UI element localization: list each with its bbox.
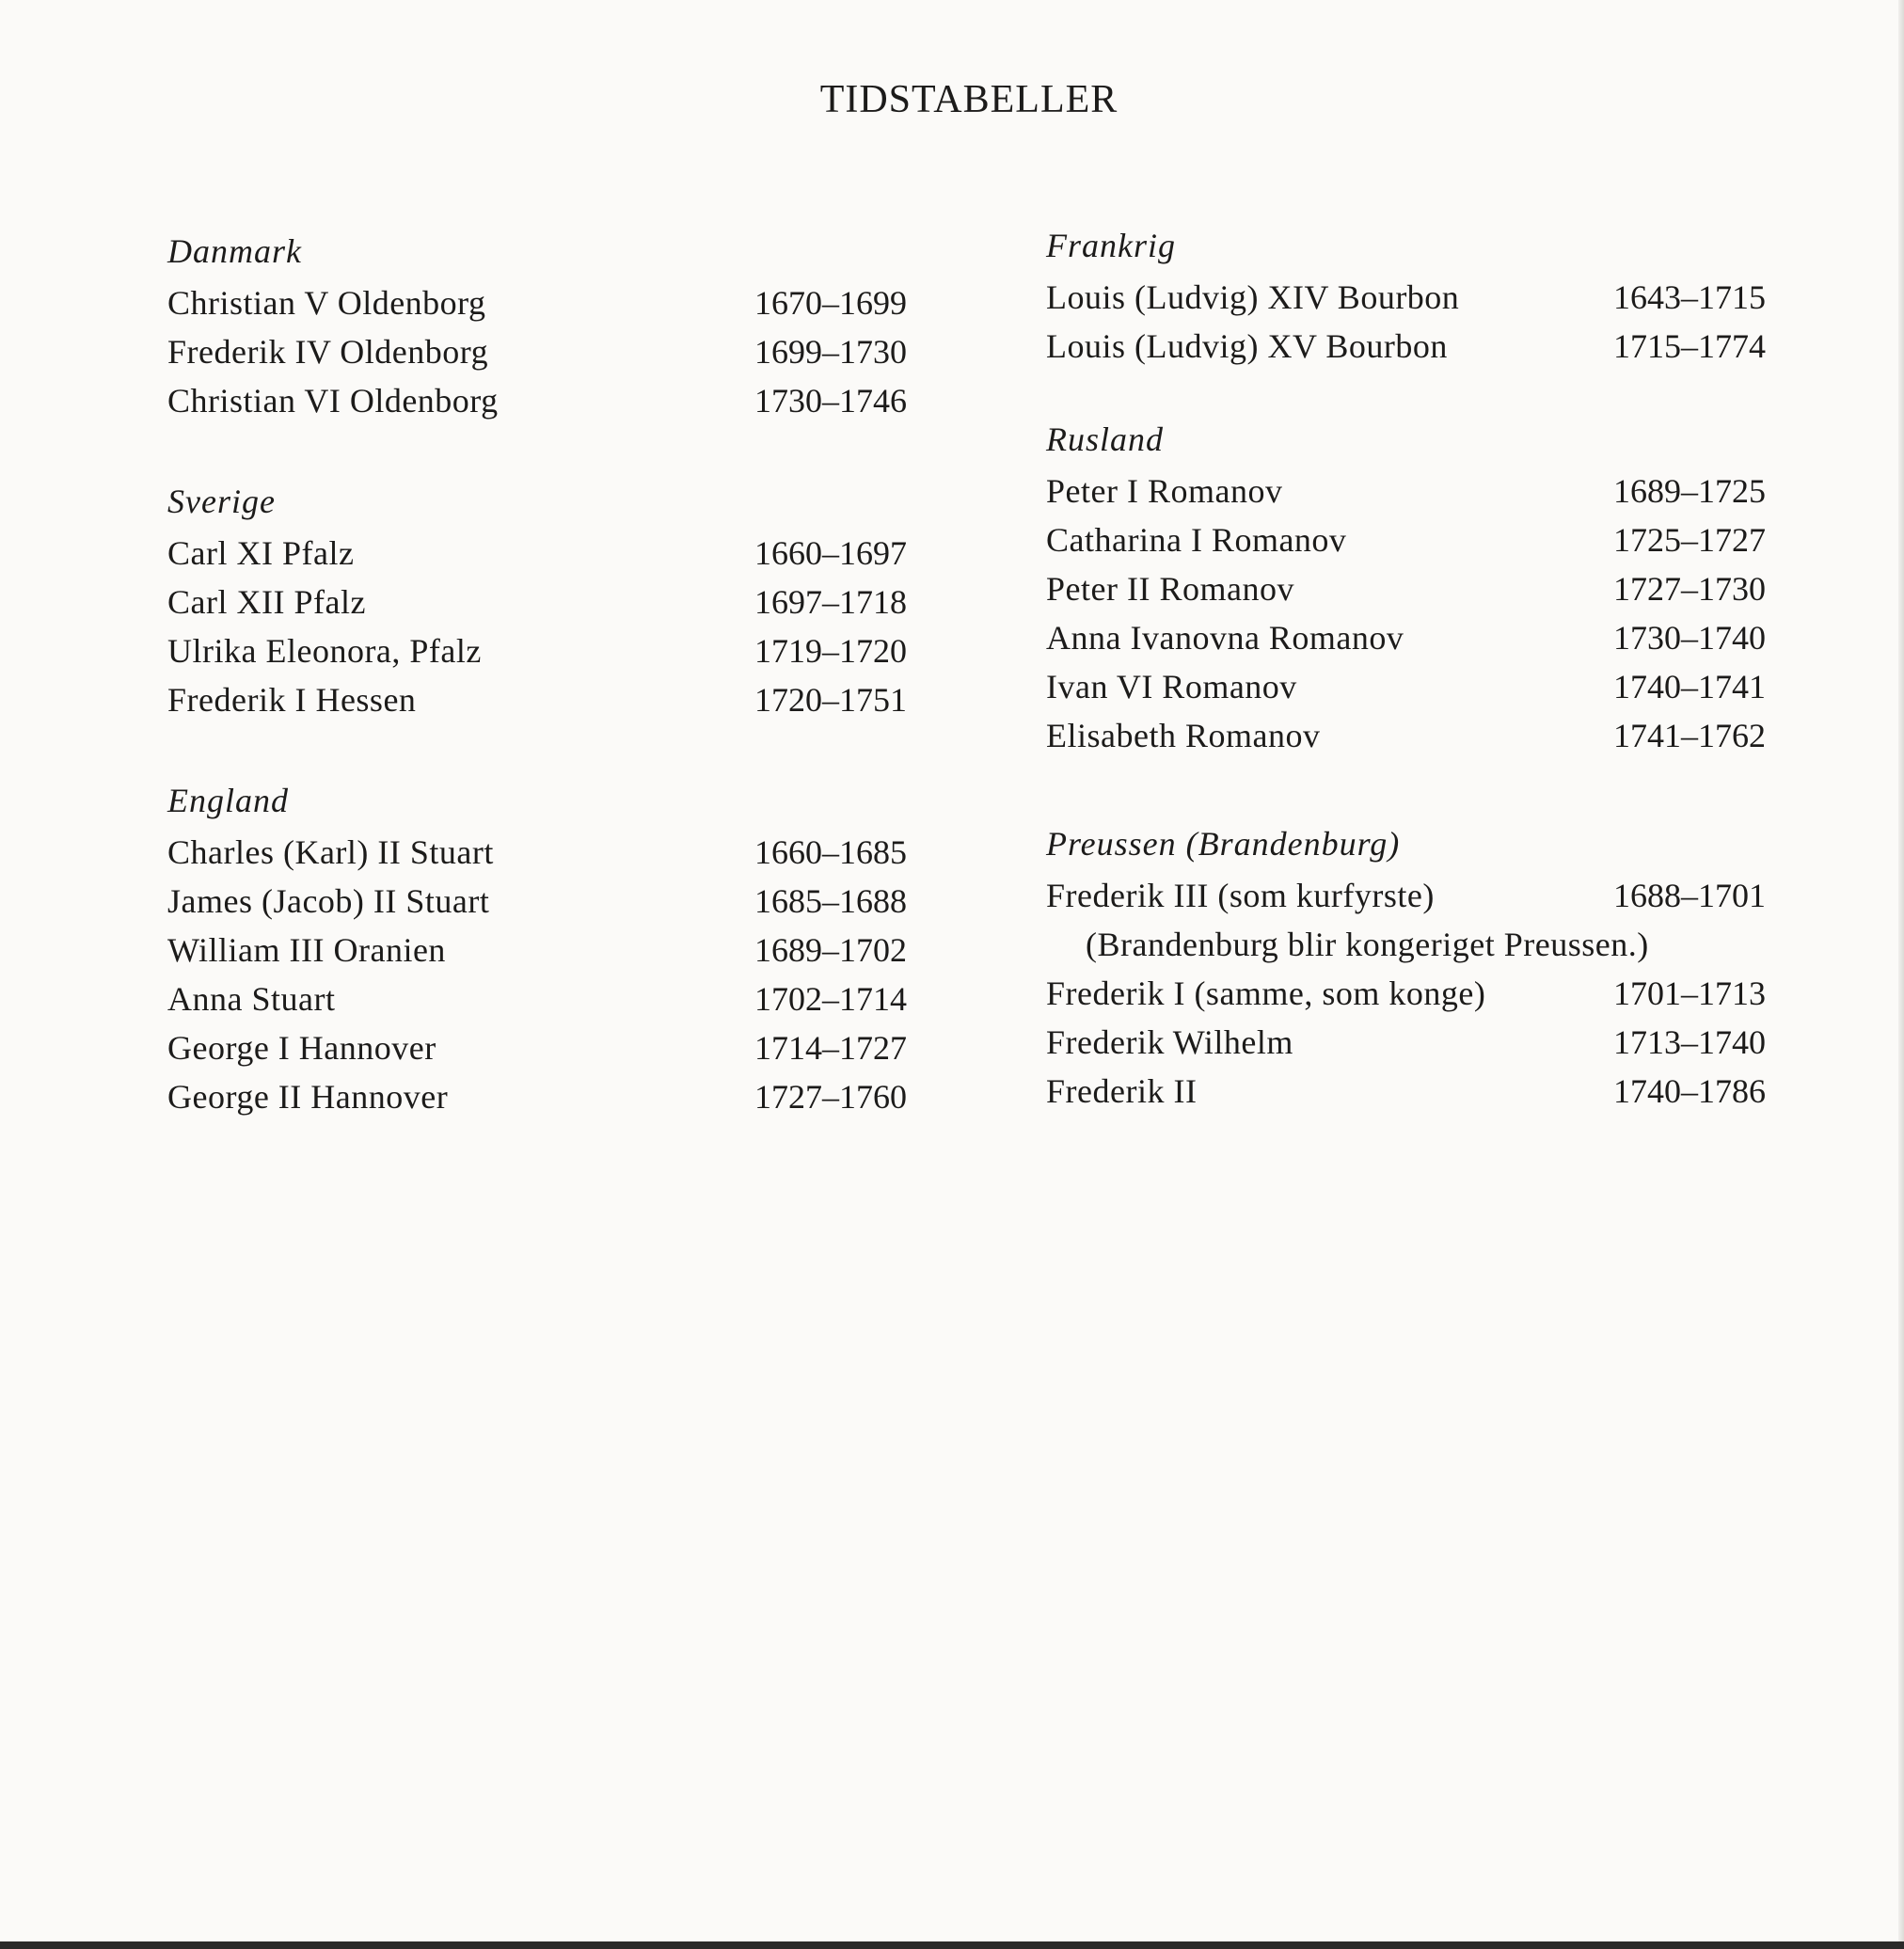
section-rusland: [1046, 412, 1789, 760]
ruler-name: Carl XI Pfalz: [167, 534, 355, 572]
reign-years: 1715–1774: [1613, 327, 1766, 365]
ruler-name: Frederik I Hessen: [167, 681, 417, 719]
table-row: [1046, 613, 1789, 662]
reign-years: 1670–1699: [754, 284, 907, 322]
reign-years: 1714–1727: [754, 1029, 907, 1067]
table-row: [167, 578, 939, 626]
reign-years: 1730–1746: [754, 382, 907, 420]
ruler-name: Frederik II: [1046, 1072, 1198, 1110]
page-title: TIDSTABELLER: [819, 78, 1119, 121]
table-row: [167, 1072, 939, 1121]
table-row: [167, 1023, 939, 1072]
reign-years: 1740–1786: [1613, 1072, 1766, 1110]
page-bottom-edge: [0, 1941, 1904, 1949]
table-row: [1046, 515, 1789, 564]
table-row: [167, 529, 939, 578]
ruler-name: Frederik Wilhelm: [1046, 1023, 1293, 1061]
table-row: [167, 926, 939, 974]
ruler-name: Elisabeth Romanov: [1046, 717, 1321, 754]
reign-years: 1713–1740: [1613, 1023, 1766, 1061]
ruler-name: Catharina I Romanov: [1046, 521, 1347, 559]
reign-years: 1701–1713: [1613, 974, 1766, 1012]
ruler-name: Peter II Romanov: [1046, 570, 1294, 608]
section-england: [167, 773, 939, 1121]
section-heading: Frankrig: [1046, 227, 1176, 264]
reign-years: 1702–1714: [754, 980, 907, 1018]
reign-years: 1699–1730: [754, 333, 907, 371]
ruler-name: Carl XII Pfalz: [167, 583, 366, 621]
ruler-name: Charles (Karl) II Stuart: [167, 833, 494, 871]
section-heading: Danmark: [167, 232, 302, 270]
table-row: [1046, 273, 1789, 322]
table-row: [1046, 662, 1789, 711]
table-row: [1046, 1067, 1789, 1116]
reign-years: 1697–1718: [754, 583, 907, 621]
ruler-name: Christian VI Oldenborg: [167, 382, 499, 420]
ruler-name: Anna Stuart: [167, 980, 336, 1018]
table-row: [167, 327, 939, 376]
reign-years: 1688–1701: [1613, 877, 1766, 914]
table-row: [1046, 467, 1789, 515]
ruler-name: Christian V Oldenborg: [167, 284, 486, 322]
table-row: [1046, 969, 1789, 1018]
section-spacer: [1046, 371, 1789, 412]
table-row: [1046, 322, 1789, 371]
table-row: [167, 974, 939, 1023]
table-row: [167, 626, 939, 675]
reign-years: 1685–1688: [754, 882, 907, 920]
ruler-name: James (Jacob) II Stuart: [167, 882, 490, 920]
left-column: [167, 224, 939, 1121]
historical-note: (Brandenburg blir kongeriget Preussen.): [1086, 926, 1649, 963]
ruler-name: Ulrika Eleonora, Pfalz: [167, 632, 482, 670]
ruler-name: William III Oranien: [167, 931, 446, 969]
table-row: [1046, 1018, 1789, 1067]
table-row: [1046, 871, 1789, 920]
reign-years: 1689–1725: [1613, 472, 1766, 510]
ruler-name: Anna Ivanovna Romanov: [1046, 619, 1404, 657]
reign-years: 1727–1730: [1613, 570, 1766, 608]
right-column: [1046, 218, 1789, 1116]
table-row: [167, 675, 939, 724]
reign-years: 1643–1715: [1613, 278, 1766, 316]
ruler-name: Frederik III (som kurfyrste): [1046, 877, 1435, 914]
reign-years: 1730–1740: [1613, 619, 1766, 657]
reign-years: 1720–1751: [754, 681, 907, 719]
section-sverige: [167, 474, 939, 724]
section-danmark: [167, 224, 939, 425]
ruler-name: George I Hannover: [167, 1029, 436, 1067]
ruler-name: Louis (Ludvig) XIV Bourbon: [1046, 278, 1460, 316]
table-row: [167, 877, 939, 926]
section-heading: Sverige: [167, 483, 276, 520]
page-edge-shadow: [1898, 0, 1904, 1949]
section-heading: Rusland: [1046, 420, 1165, 458]
ruler-name: Frederik I (samme, som konge): [1046, 974, 1486, 1012]
reign-years: 1660–1685: [754, 833, 907, 871]
ruler-name: Ivan VI Romanov: [1046, 668, 1297, 705]
table-row: [167, 828, 939, 877]
reign-years: 1689–1702: [754, 931, 907, 969]
reign-years: 1660–1697: [754, 534, 907, 572]
section-spacer: [167, 724, 939, 773]
ruler-name: Frederik IV Oldenborg: [167, 333, 489, 371]
note-row: [1046, 920, 1789, 969]
section-heading: Preussen (Brandenburg): [1046, 825, 1401, 863]
ruler-name: George II Hannover: [167, 1078, 449, 1116]
section-heading: England: [167, 782, 289, 819]
ruler-name: Louis (Ludvig) XV Bourbon: [1046, 327, 1448, 365]
reign-years: 1740–1741: [1613, 668, 1766, 705]
section-preussen: [1046, 816, 1789, 1116]
section-spacer: [167, 425, 939, 474]
section-frankrig: [1046, 218, 1789, 371]
ruler-name: Peter I Romanov: [1046, 472, 1283, 510]
reign-years: 1741–1762: [1613, 717, 1766, 754]
reign-years: 1719–1720: [754, 632, 907, 670]
table-row: [167, 278, 939, 327]
section-spacer: [1046, 760, 1789, 816]
reign-years: 1725–1727: [1613, 521, 1766, 559]
table-row: [1046, 564, 1789, 613]
table-row: [1046, 711, 1789, 760]
reign-years: 1727–1760: [754, 1078, 907, 1116]
table-row: [167, 376, 939, 425]
